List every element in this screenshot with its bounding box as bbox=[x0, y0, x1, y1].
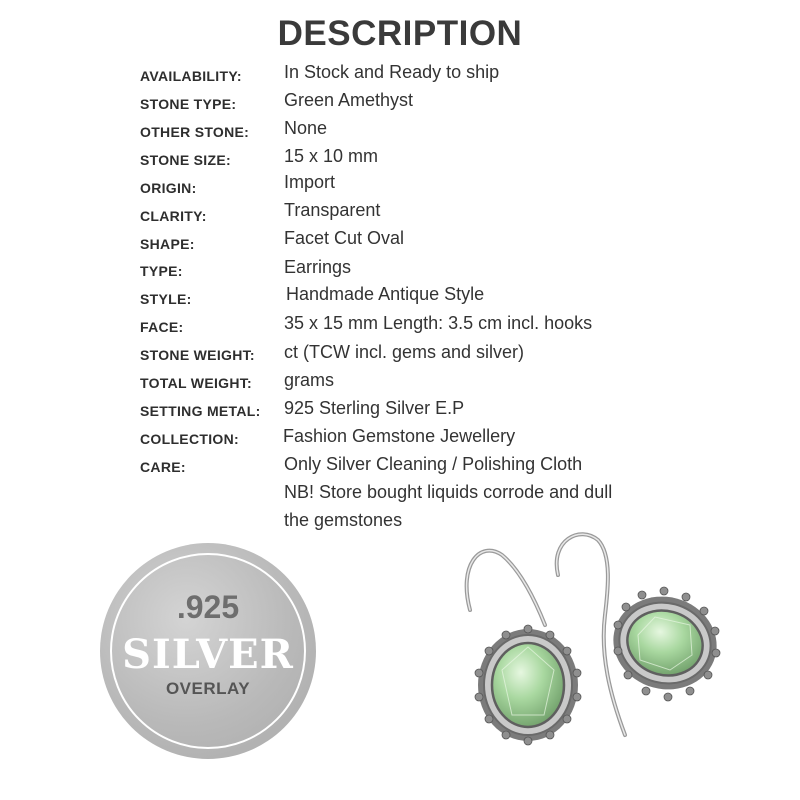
spec-value: 35 x 15 mm Length: 3.5 cm incl. hooks bbox=[284, 313, 593, 333]
spec-label: STONE WEIGHT: bbox=[140, 347, 255, 363]
spec-label: TYPE: bbox=[140, 263, 183, 279]
spec-value: Earrings bbox=[284, 257, 352, 277]
spec-row-origin bbox=[0, 172, 800, 200]
spec-label: ORIGIN: bbox=[140, 180, 197, 196]
spec-row-total-weight bbox=[0, 370, 800, 398]
spec-row-care bbox=[0, 454, 800, 482]
spec-row-clarity bbox=[0, 200, 800, 228]
spec-label: TOTAL WEIGHT: bbox=[140, 375, 253, 391]
spec-label: STONE TYPE: bbox=[140, 96, 237, 112]
spec-row-availability bbox=[0, 62, 800, 90]
spec-value: Handmade Antique Style bbox=[286, 284, 485, 304]
spec-value: Facet Cut Oval bbox=[284, 228, 405, 248]
spec-row-stone-type bbox=[0, 90, 800, 118]
spec-label: SHAPE: bbox=[140, 236, 195, 252]
spec-value: 925 Sterling Silver E.P bbox=[284, 398, 465, 418]
spec-value: In Stock and Ready to ship bbox=[284, 62, 500, 82]
spec-value: Only Silver Cleaning / Polishing Cloth bbox=[284, 454, 583, 474]
spec-row-stone-size bbox=[0, 146, 800, 174]
spec-label: AVAILABILITY: bbox=[140, 68, 242, 84]
spec-label: STYLE: bbox=[140, 291, 192, 307]
spec-row-collection bbox=[0, 426, 800, 454]
spec-value: None bbox=[284, 118, 328, 138]
page-title: DESCRIPTION bbox=[277, 14, 523, 53]
spec-value: 15 x 10 mm bbox=[284, 146, 379, 166]
care-note-line-1: NB! Store bought liquids corrode and dull bbox=[284, 482, 613, 502]
spec-row-type bbox=[0, 257, 800, 285]
silver-overlay-badge bbox=[100, 543, 316, 759]
spec-value: Transparent bbox=[284, 200, 381, 220]
earrings-product-image bbox=[440, 525, 750, 770]
spec-label: FACE: bbox=[140, 319, 184, 335]
spec-row-other-stone bbox=[0, 118, 800, 146]
spec-row-setting-metal bbox=[0, 398, 800, 426]
badge-subtitle: OVERLAY bbox=[165, 679, 251, 698]
spec-value: Import bbox=[284, 172, 336, 192]
spec-label: STONE SIZE: bbox=[140, 152, 231, 168]
left-earring bbox=[467, 551, 581, 745]
spec-row-shape bbox=[0, 228, 800, 256]
spec-value: ct (TCW incl. gems and silver) bbox=[284, 342, 525, 362]
spec-label: OTHER STONE: bbox=[140, 124, 250, 140]
badge-word: SILVER bbox=[122, 631, 294, 678]
spec-row-face bbox=[0, 313, 800, 341]
spec-label: CARE: bbox=[140, 459, 186, 475]
spec-value: Fashion Gemstone Jewellery bbox=[283, 426, 516, 446]
care-note-line-2: the gemstones bbox=[284, 510, 403, 530]
spec-label: SETTING METAL: bbox=[140, 403, 261, 419]
right-earring bbox=[557, 534, 727, 735]
badge-number: .925 bbox=[176, 589, 240, 625]
spec-value: grams bbox=[284, 370, 335, 390]
spec-label: COLLECTION: bbox=[140, 431, 239, 447]
spec-value: Green Amethyst bbox=[284, 90, 414, 110]
spec-row-style bbox=[0, 284, 800, 312]
spec-row-stone-weight bbox=[0, 342, 800, 370]
spec-label: CLARITY: bbox=[140, 208, 207, 224]
